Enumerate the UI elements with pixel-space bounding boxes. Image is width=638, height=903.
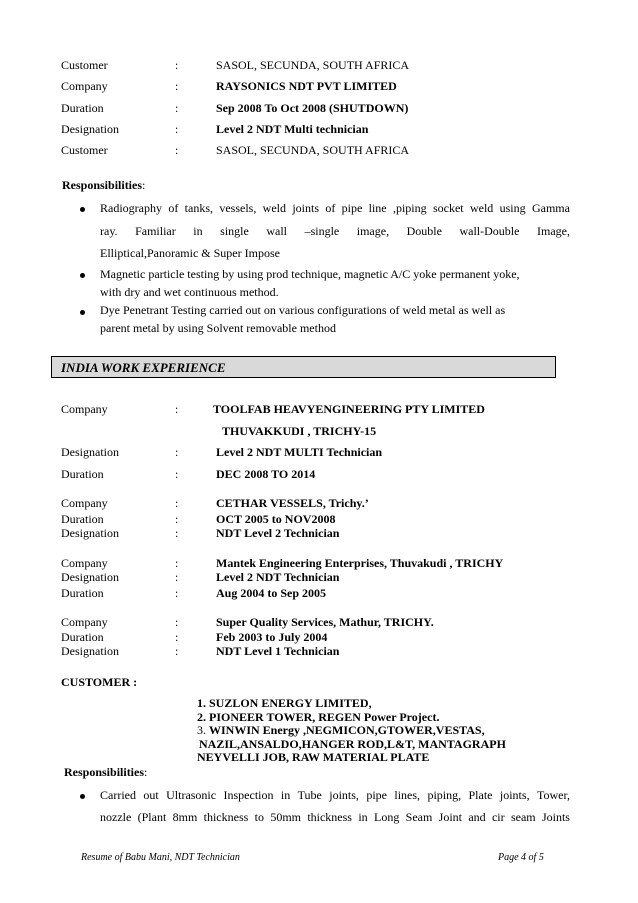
row-separator: : <box>175 143 179 157</box>
row-separator: : <box>175 79 179 93</box>
section-title: INDIA WORK EXPERIENCE <box>61 360 226 375</box>
customer-line-4: NAZIL,ANSALDO,HANGER ROD,L&T, MANTAGRAPH <box>199 737 506 751</box>
word: Seam <box>405 810 433 824</box>
company-location: THUVAKKUDI , TRICHY-15 <box>222 424 377 438</box>
resp1-bullet1-line1 <box>100 201 570 216</box>
duration-value: OCT 2005 to NOV2008 <box>216 512 336 526</box>
word: cir <box>491 810 505 824</box>
word: tanks, <box>184 201 213 215</box>
row-value: RAYSONICS NDT PVT LIMITED <box>216 79 397 93</box>
word: Joint <box>438 810 462 824</box>
word: in <box>358 810 368 824</box>
resp1-bullet1-line3: Elliptical,Panoramic & Super Impose <box>100 246 280 260</box>
resp1-bullet2-line1: Magnetic particle testing by using prod technique, magnetic A/C yoke permanent yoke, <box>100 267 520 281</box>
separator: : <box>175 556 179 570</box>
bullet-icon <box>80 794 85 799</box>
duration-label: Duration <box>61 630 104 644</box>
word: ,piping <box>392 201 427 215</box>
word: to <box>254 810 264 824</box>
word: –single <box>304 224 340 238</box>
row-separator: : <box>175 101 179 115</box>
separator: : <box>175 467 179 481</box>
word: (Plant <box>137 810 167 824</box>
designation-value: Level 2 NDT Technician <box>216 570 340 584</box>
resp2-bullet1-line1 <box>100 788 570 803</box>
word: piping, <box>427 788 462 802</box>
row-label: Customer <box>61 143 108 157</box>
duration-value: Feb 2003 to July 2004 <box>216 630 328 644</box>
word: vessels, <box>219 201 257 215</box>
row-label: Company <box>61 79 108 93</box>
separator: : <box>175 570 179 584</box>
row-value: SASOL, SECUNDA, SOUTH AFRICA <box>216 143 410 157</box>
word: Carried <box>100 788 136 802</box>
word: Ultrasonic <box>166 788 217 802</box>
bullet-icon <box>80 273 85 278</box>
word: line <box>368 201 387 215</box>
company-value: Mantek Engineering Enterprises, Thuvakudi , TRICHY <box>216 556 504 570</box>
designation-label: Designation <box>61 526 119 540</box>
word: thickness <box>203 810 249 824</box>
heading-colon: : <box>144 765 148 779</box>
separator: : <box>175 512 179 526</box>
customer-line-3-text: WINWIN Energy ,NEGMICON,GTOWER,VESTAS, <box>209 723 485 737</box>
word: Inspection <box>223 788 274 802</box>
resp1-bullet1-line2 <box>100 224 570 239</box>
resp2-bullet1-line2 <box>100 810 570 825</box>
separator: : <box>175 644 179 658</box>
row-label: Duration <box>61 101 104 115</box>
separator: : <box>175 496 179 510</box>
company-label: Company <box>61 496 108 510</box>
word: weld <box>469 201 494 215</box>
separator: : <box>175 526 179 540</box>
row-label: Designation <box>61 122 119 136</box>
designation-value: Level 2 NDT MULTI Technician <box>216 445 383 459</box>
customer-line-3-number: 3. <box>197 723 209 737</box>
footer-left: Resume of Babu Mani, NDT Technician <box>81 852 240 863</box>
duration-label: Duration <box>61 467 104 481</box>
word: Familiar <box>135 224 176 238</box>
row-value: Sep 2008 To Oct 2008 (SHUTDOWN) <box>216 101 409 115</box>
word: seam <box>510 810 536 824</box>
customer-line-3 <box>197 723 485 738</box>
word: joints <box>292 201 319 215</box>
designation-value: NDT Level 1 Technician <box>216 644 340 658</box>
designation-label: Designation <box>61 445 119 459</box>
company-label: Company <box>61 402 108 416</box>
word: wall <box>266 224 288 238</box>
word: using <box>499 201 526 215</box>
word: Joints <box>541 810 570 824</box>
word: weld <box>262 201 286 215</box>
row-separator: : <box>175 122 179 136</box>
word: thickness <box>307 810 352 824</box>
responsibilities-heading-2 <box>64 765 147 780</box>
heading-text: Responsibilities <box>62 178 143 192</box>
word: 50mm <box>270 810 301 824</box>
word: Tube <box>297 788 322 802</box>
word: pipe <box>366 788 387 802</box>
row-label: Customer <box>61 58 108 72</box>
company-value: CETHAR VESSELS, Trichy.’ <box>216 496 369 510</box>
row-value: Level 2 NDT Multi technician <box>216 122 369 136</box>
word: of <box>325 201 336 215</box>
word: Image, <box>537 224 570 238</box>
section-header-box <box>51 356 556 378</box>
word: in <box>280 788 291 802</box>
separator: : <box>175 615 179 629</box>
word: of <box>168 201 179 215</box>
designation-value: NDT Level 2 Technician <box>216 526 340 540</box>
separator: : <box>175 402 179 416</box>
row-separator: : <box>175 58 179 72</box>
bullet-icon <box>80 310 85 315</box>
heading-text: Responsibilities <box>64 765 145 779</box>
word: Radiography <box>100 201 162 215</box>
word: Double <box>406 224 442 238</box>
responsibilities-heading-1 <box>62 178 145 193</box>
separator: : <box>175 586 179 600</box>
customer-line-1: 1. SUZLON ENERGY LIMITED, <box>197 696 372 710</box>
designation-label: Designation <box>61 644 119 658</box>
word: Long <box>373 810 400 824</box>
word: Tower, <box>536 788 570 802</box>
resp1-bullet3-line2: parent metal by using Solvent removable method <box>100 321 336 335</box>
company-label: Company <box>61 615 108 629</box>
word: single <box>220 224 249 238</box>
separator: : <box>175 445 179 459</box>
bullet-icon <box>80 207 85 212</box>
separator: : <box>175 630 179 644</box>
word: socket <box>432 201 464 215</box>
word: joints, <box>499 788 530 802</box>
duration-value: DEC 2008 TO 2014 <box>216 467 316 481</box>
word: lines, <box>394 788 421 802</box>
word: pipe <box>341 201 363 215</box>
designation-label: Designation <box>61 570 119 584</box>
customer-line-2: 2. PIONEER TOWER, REGEN Power Project. <box>197 710 440 724</box>
company-value: TOOLFAB HEAVYENGINEERING PTY LIMITED <box>213 402 485 416</box>
word: Gamma <box>531 201 570 215</box>
duration-label: Duration <box>61 586 104 600</box>
heading-colon: : <box>142 178 146 192</box>
word: out <box>143 788 159 802</box>
word: image, <box>356 224 390 238</box>
duration-label: Duration <box>61 512 104 526</box>
word: in <box>193 224 203 238</box>
word: and <box>468 810 486 824</box>
word: ray. <box>100 224 118 238</box>
word: 8mm <box>172 810 198 824</box>
customer-line-5: NEYVELLI JOB, RAW MATERIAL PLATE <box>197 750 430 764</box>
company-value: Super Quality Services, Mathur, TRICHY. <box>216 615 434 629</box>
footer-page-number: Page 4 of 5 <box>498 852 544 863</box>
word: Plate <box>468 788 493 802</box>
word: nozzle <box>100 810 132 824</box>
resp1-bullet2-line2: with dry and wet continuous method. <box>100 285 279 299</box>
row-value: SASOL, SECUNDA, SOUTH AFRICA <box>216 58 410 72</box>
company-label: Company <box>61 556 108 570</box>
resp1-bullet3-line1: Dye Penetrant Testing carried out on various configurations of weld metal as well as <box>100 303 506 317</box>
word: wall-Double <box>459 224 520 238</box>
word: joints, <box>329 788 359 802</box>
customer-heading: CUSTOMER : <box>61 675 138 689</box>
duration-value: Aug 2004 to Sep 2005 <box>216 586 327 600</box>
